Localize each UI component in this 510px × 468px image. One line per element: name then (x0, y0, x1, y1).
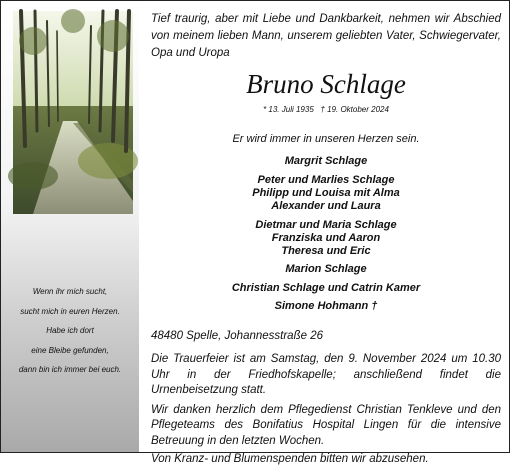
mourner-line: Franziska und Aaron (271, 231, 381, 244)
mourner-line: Philipp und Louisa mit Alma (252, 186, 400, 199)
memorial-quote (1, 282, 139, 380)
obituary-text (151, 11, 501, 468)
mourner-line: Marion Schlage (285, 263, 367, 276)
mourner-line: Margrit Schlage (284, 155, 368, 168)
funeral-info: Die Trauerfeier ist am Samstag, den 9. November 2024 um 10.30 Uhr in der Friedhofskapelle; anschließend findet die Urnenbeisetzung statt. (151, 353, 501, 397)
mourner-line: Christian Schlage und Catrin Kamer (231, 281, 421, 294)
left-gradient-panel (1, 1, 139, 452)
thanks-text: Wir danken herzlich dem Pflegedienst Christian Tenkleve und den Pflegeteams des Bonifatius Hospital Lingen für die intensive Betreuung in den letzten Wochen. (151, 403, 501, 447)
mourners-list (151, 155, 501, 313)
intro-text: Tief traurig, aber mit Liebe und Dankbarkeit, nehmen wir Abschied von meinem lieben Mann, unserem geliebten Vater, Schwiegervater, Opa und Uropa (151, 13, 501, 59)
quote-line: Habe ich dort (46, 326, 94, 335)
quote-line: sucht mich in euren Herzen. (20, 306, 120, 316)
mourner-line: Simone Hohmann † (274, 300, 378, 313)
mourner-line: Peter und Marlies Schlage (257, 173, 395, 186)
mourner-line: Theresa und Eric (281, 245, 371, 258)
quote-line: Wenn ihr mich sucht, (32, 287, 108, 296)
mourner-line: Alexander und Laura (271, 200, 381, 213)
address: 48480 Spelle, Johannesstraße 26 (151, 330, 323, 343)
quote-line: eine Bleibe gefunden, (31, 345, 109, 355)
quote-line: dann bin ich immer bei euch. (18, 365, 122, 374)
flowers-note: Von Kranz- und Blumenspenden bitten wir abzusehen. (151, 453, 429, 466)
deceased-name: Bruno Schlage (246, 69, 406, 100)
mourner-line: Dietmar und Maria Schlage (255, 218, 397, 231)
motto: Er wird immer in unseren Herzen sein. (232, 133, 420, 146)
life-dates: * 13. Juli 1935 † 19. Oktober 2024 (263, 105, 389, 115)
forest-path-photo (13, 11, 133, 214)
